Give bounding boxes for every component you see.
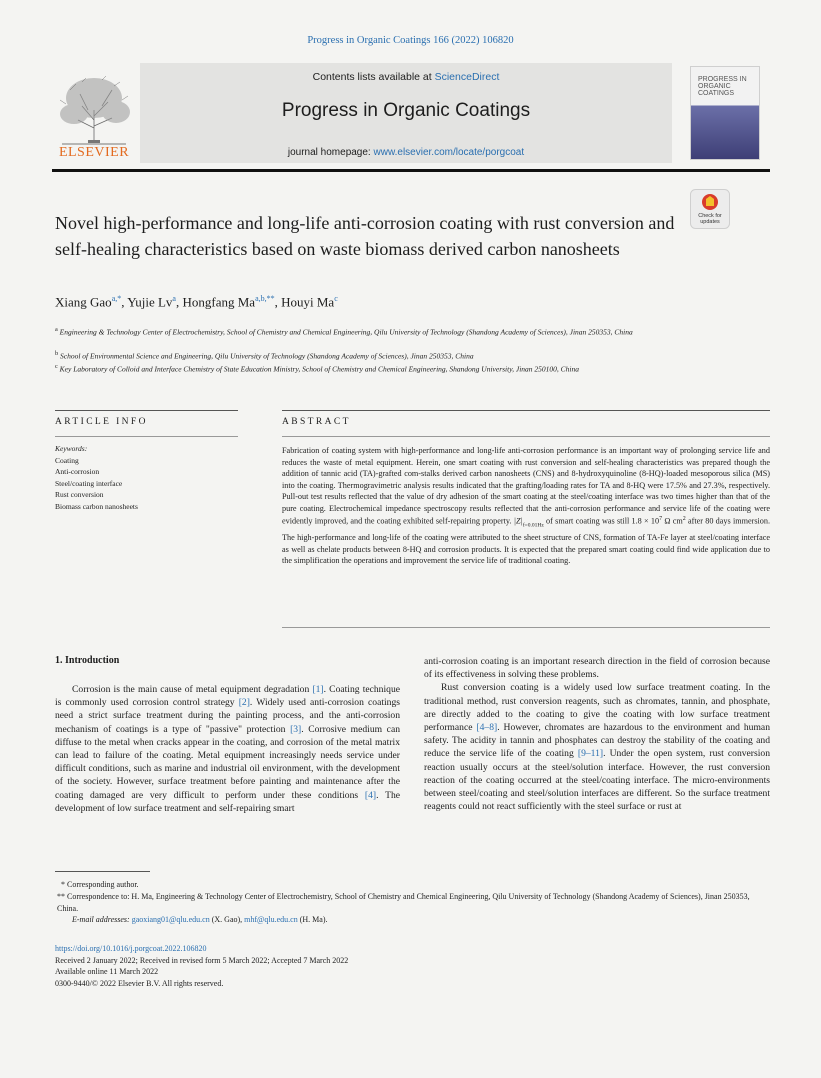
body-text: Rust conversion coating is a widely used low surface treatment coating. In the traditional method, rust conversion reagents, such as chromates, tannin, and phosphate, are directly added to the coating to give the coating with low surface treatment performance (424, 682, 770, 734)
citation-ref[interactable]: [3] (290, 723, 302, 735)
author-affiliation-marker[interactable]: a,b,** (255, 294, 275, 303)
affiliation-marker: b (55, 350, 59, 357)
affiliation-b (55, 348, 695, 362)
keyword: Rust conversion (55, 490, 104, 500)
citation-ref[interactable]: [1] (312, 684, 324, 695)
affiliation-c (55, 361, 695, 375)
affiliation-a (55, 324, 695, 338)
body-text: . Under the open system, rust conversion reaction usually occurs at the steel/solution interface. However, the rust conversion reaction of the coating occurred at the steel/coating interface. The micro-environments between steel/coating and steel/solution interfaces are different. So the surface treatment reagents could not react sufficiently with the steel surface or rust at (424, 748, 770, 813)
footnote-rule (55, 871, 150, 872)
intro-paragraph-continuation: anti-corrosion coating is an important research direction in the field of corrosion because of its effectiveness in solving these problems. (424, 656, 770, 681)
abstract-rule (282, 436, 770, 437)
email-link[interactable]: mhf@qlu.edu.cn (244, 915, 298, 925)
journal-reference[interactable]: Progress in Organic Coatings 166 (2022) 106820 (307, 35, 514, 46)
citation-ref[interactable]: [4] (364, 789, 377, 801)
affiliation-marker: c (55, 363, 58, 370)
footnotes (55, 879, 771, 926)
copyright: 0300-9440/© 2022 Elsevier B.V. All rights reserved. (55, 978, 224, 988)
author-separator: , (121, 294, 128, 310)
badge-line2: updates (700, 219, 720, 225)
affiliation-text: School of Environmental Science and Engineering, Qilu University of Technology (Shandong Academy of Sciences), Jinan 250353, China (58, 351, 474, 361)
keyword: Steel/coating interface (55, 478, 123, 488)
contents-prefix: Contents lists available at (312, 71, 435, 83)
received-dates: Received 2 January 2022; Received in revised form 5 March 2022; Accepted 7 March 2022 (55, 955, 349, 965)
check-for-updates-badge[interactable] (690, 189, 730, 229)
keywords-block (55, 443, 235, 513)
exponent: 2 (682, 516, 686, 523)
author-name: Houyi Ma (281, 294, 335, 310)
body-text: . Widely used anti-corrosion coatings need a strict surface treatment during the painting process, and the anti-corrosion mechanism of coatings is a type of "passive" protection (55, 697, 400, 735)
body-text: . Coating technique is commonly used corrosion control strategy (55, 684, 400, 709)
body-text: . However, chromates are hazardous to the environment and human safety. The acidity in tannin and phosphates can destroy the stability of the coating and reduce the service life of the coating (424, 722, 770, 760)
available-online: Available online 11 March 2022 (55, 967, 159, 977)
abstract-part: after 80 days immersion. The high-performance and long-life of the coating were attributed to the sheet structure of CNS, formation of TA-Fe layer at steel/coating interface as well as chelate products between 8-HQ and corrosion products. It is expected that the prepared smart coating could find wide application due to the simplification the operations and improvement the service life of traditional coating. (282, 517, 771, 566)
article-info-label: ARTICLE INFO (55, 417, 148, 427)
keyword: Biomass carbon nanosheets (55, 501, 138, 511)
affiliation-marker: a (55, 326, 58, 333)
article-info-top-rule (55, 410, 238, 411)
body-text: . Corrosive medium can diffuse to the metal when cracks appear in the coating, and corrosion of the metal matrix can lead to failure of the coating. Metal equipment increasingly needs service under difficult conditions, such as marine and industrial oil environment, with the development of the society. However, surface treatment before painting and maintenance after the coating damaged are very difficult to perform under these conditions (55, 723, 400, 801)
affiliation-text: Engineering & Technology Center of Electrochemistry, School of Chemistry and Chemical Engineering, Qilu University of Technology (Shandong Academy of Sciences), Jinan 250353, China (57, 327, 633, 337)
badge-line1: Check for (698, 213, 722, 219)
homepage-line (140, 147, 672, 158)
abstract-part: Fabrication of coating system with high-performance and long-life anti-corrosion performance is an important way of prolonging service life and reduces the waste of metal equipment. Herein, one smart coating with rust conversion and self-healing characteristics was prepared though the addition of tannic acid (TA)-grafted com-stalks derived carbon nanosheets (CNS) and 8-hydroxyquinoline (8-HQ)-loaded mesoporous silica (MS) into the coating. Thermogravimetric analysis results indicated that the grafting/loading rates for TA and 8-HQ were 17.5% and 27.3%, respectively. Pull-out test results reflected that the value of dry adhesion of the smart coating at the steel/coating interface was two times higher than that of the pure coating. Electrochemical impedance spectroscopy results reflected that the anti-corrosion performance and service life of the coating were evidently improved, and the coating exhibited self-repairing property. (282, 446, 770, 527)
author-name: Yujie Lv (127, 294, 173, 310)
author-name: Xiang Gao (55, 294, 112, 310)
footnote-correspondence: ** Correspondence to: H. Ma, Engineering & Technology Center of Electrochemistry, School of Chemistry and Chemical Engineering, Qilu University of Technology (Shandong Academy of Sciences), Jinan 250353, China. (57, 891, 750, 913)
doi-link[interactable]: https://doi.org/10.1016/j.porgcoat.2022.106820 (55, 944, 207, 953)
author-separator: , (274, 294, 282, 310)
author-separator: , (175, 294, 183, 310)
impedance-subscript: f=0.01Hz (522, 522, 544, 529)
email-owner: (X. Gao), (209, 915, 245, 925)
email-label: E-mail addresses: (72, 915, 132, 925)
abstract-part: of smart coating was still 1.8 × 10 (543, 517, 660, 527)
abstract-top-rule (282, 410, 770, 411)
keywords-label: Keywords: (55, 444, 88, 453)
author-affiliation-marker[interactable]: a,* (111, 294, 122, 303)
citation-ref[interactable]: [9–11] (577, 748, 604, 760)
abstract-bottom-rule (282, 627, 770, 628)
intro-right-column (424, 655, 770, 813)
section-heading-introduction: 1. Introduction (55, 655, 120, 666)
author-affiliation-marker[interactable]: a (172, 294, 176, 303)
journal-name: Progress in Organic Coatings (281, 100, 531, 121)
email-owner: (H. Ma). (297, 915, 328, 925)
check-updates-icon (690, 189, 730, 229)
email-link[interactable]: gaoxiang01@qlu.edu.cn (131, 915, 210, 925)
homepage-prefix: journal homepage: (287, 147, 374, 158)
keyword: Anti-corrosion (55, 467, 100, 477)
article-info-rule (55, 436, 238, 437)
exponent: 7 (659, 516, 663, 523)
footnote-corresponding: * Corresponding author. (61, 880, 139, 889)
footnote-emails (55, 914, 771, 926)
sciencedirect-link[interactable]: ScienceDirect (434, 71, 500, 83)
homepage-link[interactable]: www.elsevier.com/locate/porgcoat (373, 147, 525, 158)
citation-ref[interactable]: [2] (238, 697, 250, 709)
impedance-symbol: |Z| (513, 517, 523, 527)
contents-line (140, 71, 672, 83)
abstract-text (282, 445, 770, 567)
body-text: . The development of low surface treatment and self-repairing smart (55, 789, 400, 814)
body-text: Corrosion is the main cause of metal equipment degradation (72, 684, 313, 695)
abstract-label: ABSTRACT (282, 417, 351, 427)
keyword: Coating (55, 455, 79, 465)
author-name: Hongfang Ma (182, 294, 256, 310)
abstract-part: Ω cm (662, 517, 683, 527)
affiliation-text: Key Laboratory of Colloid and Interface Chemistry of State Education Ministry, School of Chemistry and Chemical Engineering, Shandong University, Jinan 250100, China (57, 364, 579, 374)
publication-info (55, 943, 771, 989)
elsevier-wordmark: ELSEVIER (58, 145, 130, 160)
author-list (55, 294, 338, 310)
cover-title: PROGRESS IN ORGANIC COATINGS (698, 76, 747, 97)
intro-left-column (55, 683, 400, 815)
author-affiliation-marker[interactable]: c (334, 294, 338, 303)
intro-paragraph (424, 681, 770, 813)
intro-paragraph (55, 683, 400, 815)
header-rule (52, 169, 770, 172)
citation-ref[interactable]: [4–8] (476, 722, 498, 734)
paper-title: Novel high-performance and long-life anti-corrosion coating with rust conversion and self-healing characteristics based on waste biomass derived carbon nanosheets (55, 213, 675, 259)
